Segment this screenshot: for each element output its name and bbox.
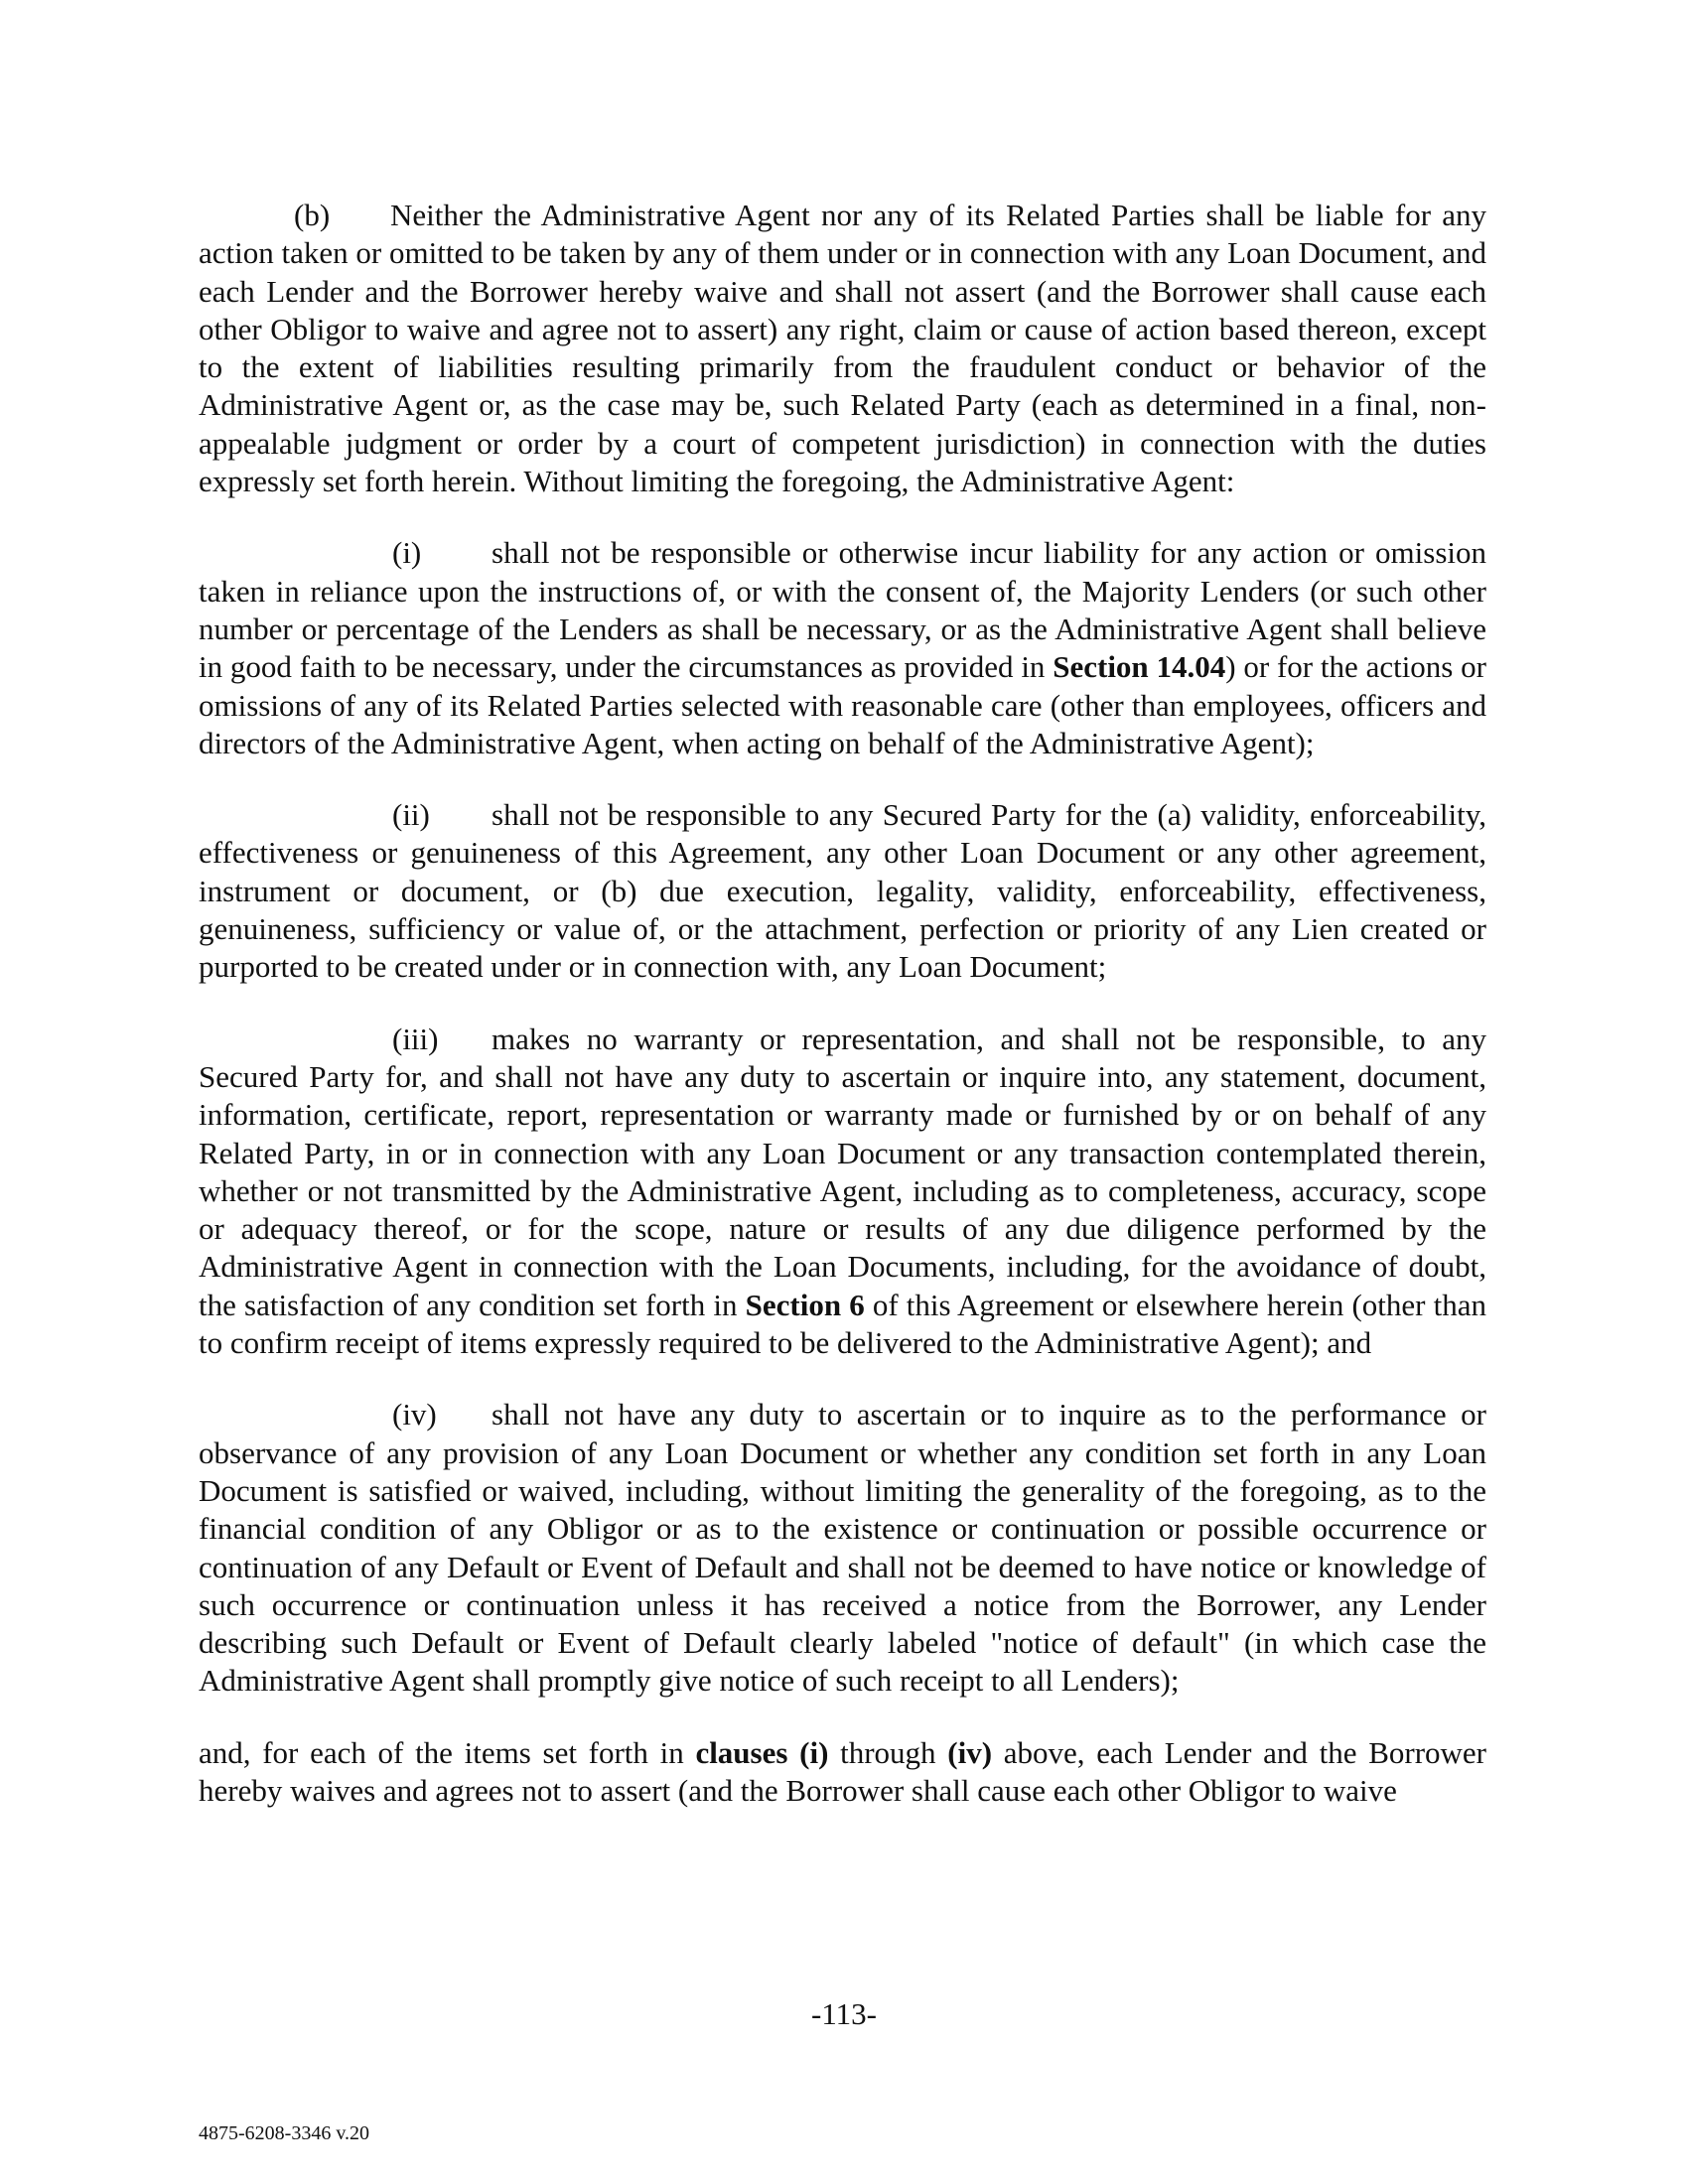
clause-i-text-after: ) or for the actions or omissions of any of its Related Parties selected with reasonable care (other than employees, officers and directors of the Administrative Agent, when acting on behalf of the Administrative Agent); xyxy=(199,649,1486,760)
paragraph-b-text: Neither the Administrative Agent nor any of its Related Parties shall be liable for any action taken or omitted to be taken by any of them under or in connection with any Loan Document, and each Lender and the Borrower hereby waive and shall not assert (and the Borrower shall cause each other Obligor to waive and agree not to assert) any right, claim or cause of action based thereon, except to the extent of liabilities resulting primarily from the fraudulent conduct or behavior of the Administrative Agent or, as the case may be, such Related Party (each as determined in a final, non-appealable judgment or order by a court of competent jurisdiction) in connection with the duties expressly set forth herein. Without limiting the foregoing, the Administrative Agent: xyxy=(199,198,1486,499)
clause-iv xyxy=(199,1396,1486,1700)
page-number: -113- xyxy=(811,1996,877,2031)
clause-iii-text-before: makes no warranty or representation, and shall not be responsible, to any Secured Party for, and shall not have any duty to ascertain or inquire into, any statement, document, information, certificate, report, representation or warranty made or furnished by or on behalf of any Related Party, in or in connection with any Loan Document or any transaction contemplated therein, whether or not transmitted by the Administrative Agent, including as to completeness, accuracy, scope or adequacy thereof, or for the scope, nature or results of any due diligence performed by the Administrative Agent in connection with the Loan Documents, including, for the avoidance of doubt, the satisfaction of any condition set forth in xyxy=(199,1021,1486,1322)
clause-ii-label: (ii) xyxy=(392,797,430,833)
closing-text-2: through xyxy=(828,1734,948,1770)
closing-text-1: and, for each of the items set forth in xyxy=(199,1734,696,1770)
clause-iii xyxy=(199,1021,1486,1363)
paragraph-b-label: (b) xyxy=(294,198,331,232)
clause-ii xyxy=(199,796,1486,986)
clause-iii-text-after: of this Agreement or elsewhere herein (other than to confirm receipt of items expressly required to be delivered to the Administrative Agent); and xyxy=(199,1287,1486,1361)
clause-i-section-ref: Section 14.04 xyxy=(1053,649,1226,685)
clause-iii-section-ref: Section 6 xyxy=(745,1287,865,1322)
paragraph-b xyxy=(199,197,1486,500)
clause-iv-label: (iv) xyxy=(392,1397,437,1433)
clause-iii-label: (iii) xyxy=(392,1021,439,1056)
clause-i-label: (i) xyxy=(392,535,422,571)
clause-ii-text: shall not be responsible to any Secured Party for the (a) validity, enforceability, effectiveness or genuineness of this Agreement, any other Loan Document or any other agreement, instrument or document, or (b) due execution, legality, validity, enforceability, effectiveness, genuineness, sufficiency or value of, or the attachment, perfection or priority of any Lien created or purported to be created under or in connection with, any Loan Document; xyxy=(199,797,1486,985)
closing-bold-iv: (iv) xyxy=(947,1734,993,1770)
closing-paragraph xyxy=(199,1734,1486,1811)
document-id: 4875-6208-3346 v.20 xyxy=(199,2122,370,2144)
document-body xyxy=(199,197,1486,1843)
clause-i-text-before: shall not be responsible or otherwise incur liability for any action or omission taken in reliance upon the instructions of, or with the consent of, the Majority Lenders (or such other number or percentage of the Lenders as shall be necessary, or as the Administrative Agent shall believe in good faith to be necessary, under the circumstances as provided in xyxy=(199,535,1486,685)
clause-iv-text: shall not have any duty to ascertain or to inquire as to the performance or observance of any provision of any Loan Document or whether any condition set forth in any Loan Document is satisfied or waived, including, without limiting the generality of the foregoing, as to the financial condition of any Obligor or as to the existence or continuation or possible occurrence or continuation of any Default or Event of Default and shall not be deemed to have notice or knowledge of such occurrence or continuation unless it has received a notice from the Borrower, any Lender describing such Default or Event of Default clearly labeled "notice of default" (in which case the Administrative Agent shall promptly give notice of such receipt to all Lenders); xyxy=(199,1397,1486,1699)
clause-i xyxy=(199,534,1486,762)
closing-bold-clauses: clauses (i) xyxy=(695,1734,829,1770)
closing-text-3: above, each Lender and the Borrower hereby waives and agrees not to assert (and the Borrower shall cause each other Obligor to waive xyxy=(199,1734,1487,1808)
